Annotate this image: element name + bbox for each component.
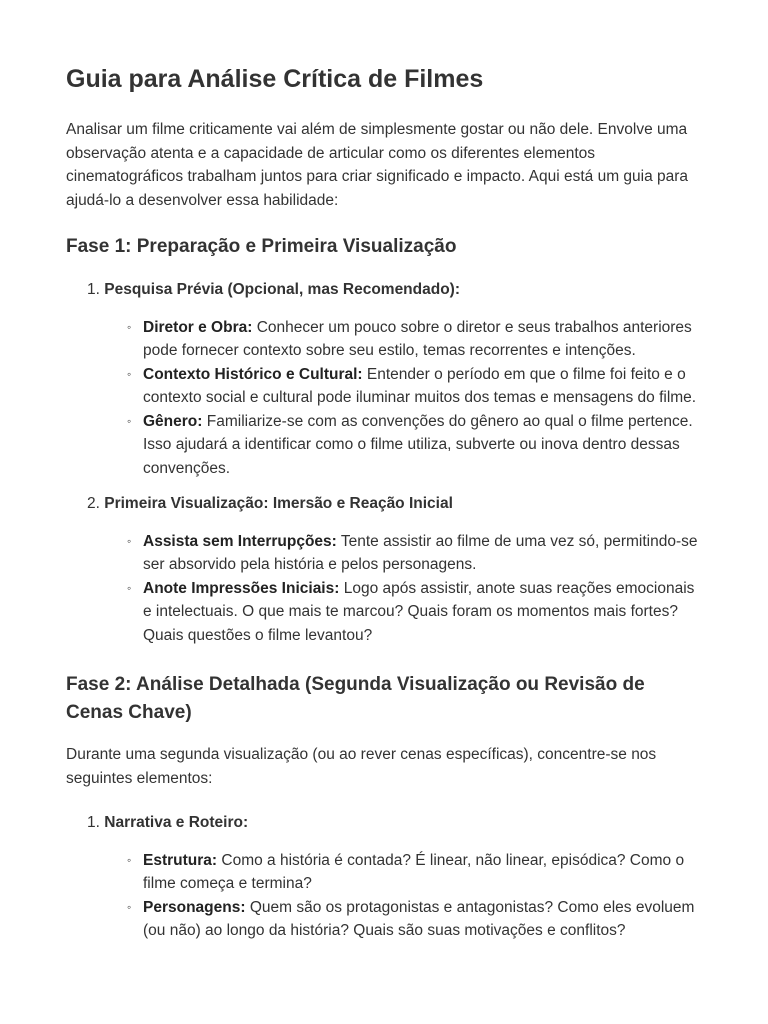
list-item (127, 577, 702, 648)
item-text: Quem são os protagonistas e antagonistas? Como eles evoluem (ou não) ao longo da história? Quais são suas motivações e conflitos? (143, 898, 695, 939)
bullet-icon: ◦ (127, 899, 132, 914)
item-text: Conhecer um pouco sobre o diretor e seus trabalhos anteriores pode fornecer contexto sobre seu estilo, temas recorrentes e intenções. (143, 318, 692, 359)
item-label: Personagens: (143, 898, 246, 916)
step-number: 1. (87, 814, 100, 831)
item-label: Contexto Histórico e Cultural: (143, 365, 363, 383)
bullet-icon: ◦ (127, 533, 132, 548)
bullet-icon: ◦ (127, 580, 132, 595)
step-number: 2. (87, 495, 100, 512)
item-label: Assista sem Interrupções: (143, 532, 337, 550)
list-item (127, 530, 702, 577)
item-text: Tente assistir ao filme de uma vez só, permitindo-se ser absorvido pela história e pelos personagens. (143, 532, 698, 573)
step-items (87, 316, 702, 481)
bullet-icon: ◦ (127, 319, 132, 334)
list-item (127, 896, 702, 943)
item-label: Anote Impressões Iniciais: (143, 579, 340, 597)
list-item (127, 363, 702, 410)
list-item (127, 410, 702, 481)
phase2-lead: Durante uma segunda visualização (ou ao rever cenas específicas), concentre-se nos seguintes elementos: (66, 746, 657, 787)
item-text: Logo após assistir, anote suas reações emocionais e intelectuais. O que mais te marcou? Quais foram os momentos mais fortes? Quais questões o filme levantou? (143, 579, 695, 644)
step-items (87, 530, 702, 648)
phase1-step-2 (87, 492, 702, 647)
item-text: Familiarize-se com as convenções do gênero ao qual o filme pertence. Isso ajudará a identificar como o filme utiliza, subverte ou inova dentro dessas convenções. (143, 412, 693, 477)
phase2-step-1 (87, 811, 702, 943)
phase1-steps (66, 278, 702, 647)
intro-paragraph: Analisar um filme criticamente vai além de simplesmente gostar ou não dele. Envolve uma observação atenta e a capacidade de articular como os diferentes elementos cinematográficos trabalham juntos para criar significado e impacto. Aqui está um guia para ajudá-lo a desenvolver essa habilidade: (66, 121, 689, 209)
list-item (127, 316, 702, 363)
item-label: Diretor e Obra: (143, 318, 253, 336)
bullet-icon: ◦ (127, 852, 132, 867)
phase2-heading: Fase 2: Análise Detalhada (Segunda Visualização ou Revisão de Cenas Chave) (66, 674, 645, 723)
phase1-heading: Fase 1: Preparação e Primeira Visualização (66, 236, 457, 257)
item-text: Entender o período em que o filme foi feito e o contexto social e cultural pode iluminar muitos dos temas e mensagens do filme. (143, 365, 697, 406)
item-label: Gênero: (143, 412, 203, 430)
item-text: Como a história é contada? É linear, não linear, episódica? Como o filme começa e termina? (143, 851, 685, 892)
item-label: Estrutura: (143, 851, 218, 869)
bullet-icon: ◦ (127, 366, 132, 381)
step-title: Pesquisa Prévia (Opcional, mas Recomendado): (104, 281, 461, 298)
bullet-icon: ◦ (127, 413, 132, 428)
phase1-step-1 (87, 278, 702, 480)
step-title: Primeira Visualização: Imersão e Reação Inicial (104, 495, 453, 512)
phase2-steps (66, 811, 702, 943)
page-title: Guia para Análise Crítica de Filmes (66, 65, 484, 93)
step-title: Narrativa e Roteiro: (104, 814, 249, 831)
list-item (127, 849, 702, 896)
step-number: 1. (87, 281, 100, 298)
step-items (87, 849, 702, 943)
